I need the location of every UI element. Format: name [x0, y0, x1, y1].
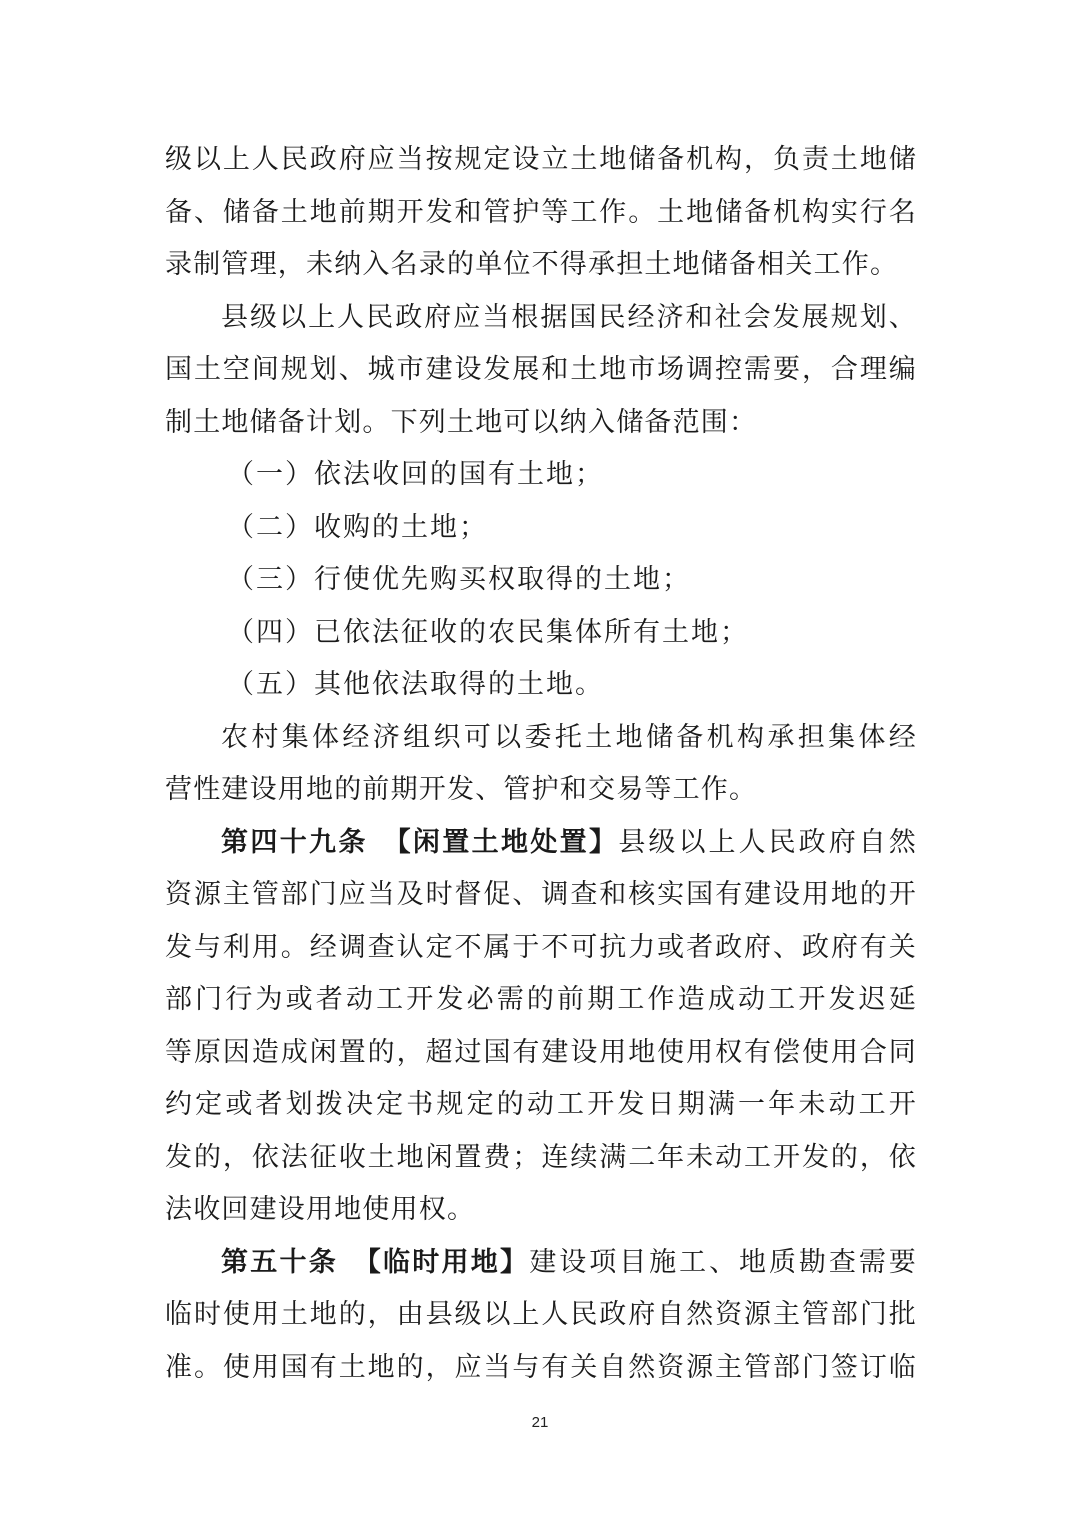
text-span: 建设项目施工、地质勘查需要 — [529, 1246, 918, 1278]
article-heading: 第四十九条 【闲置土地处置】 — [221, 826, 619, 858]
text-line: 级以上人民政府应当按规定设立土地储备机构，负责土地储 — [165, 144, 917, 175]
text-line: 约定或者划拨决定书规定的动工开发日期满一年未动工开 — [165, 1089, 917, 1120]
list-item: （五）其他依法取得的土地。 — [227, 669, 604, 700]
text-line: 资源主管部门应当及时督促、调查和核实国有建设用地的开 — [165, 879, 917, 910]
text-line: 发与利用。经调查认定不属于不可抗力或者政府、政府有关 — [165, 931, 917, 963]
text-line: 准。使用国有土地的，应当与有关自然资源主管部门签订临 — [165, 1351, 917, 1383]
text-line: 备、储备土地前期开发和管护等工作。土地储备机构实行名 — [165, 196, 917, 228]
list-item: （四）已依法征收的农民集体所有土地； — [227, 616, 749, 648]
text-line: 部门行为或者动工开发必需的前期工作造成动工开发迟延 — [165, 984, 917, 1015]
article-50 — [165, 1237, 917, 1395]
paragraph-land-reserve-institution — [165, 134, 917, 292]
paragraph-collective-organization — [165, 712, 917, 817]
text-line: 法收回建设用地使用权。 — [165, 1194, 476, 1225]
text-line: 录制管理，未纳入名录的单位不得承担土地储备相关工作。 — [165, 249, 899, 280]
article-heading: 第五十条 【临时用地】 — [221, 1246, 530, 1278]
text-line: 农村集体经济组织可以委托土地储备机构承担集体经 — [221, 721, 917, 753]
text-line — [165, 817, 917, 870]
text-line: 国土空间规划、城市建设发展和土地市场调控需要，合理编 — [165, 354, 917, 385]
document-body — [165, 134, 917, 1394]
text-line: 等原因造成闲置的，超过国有建设用地使用权有偿使用合同 — [165, 1036, 917, 1068]
text-span: 县级以上人民政府自然 — [618, 826, 918, 858]
text-line: 营性建设用地的前期开发、管护和交易等工作。 — [165, 774, 758, 805]
list-item: （二）收购的土地； — [227, 511, 488, 543]
text-line: 临时使用土地的，由县级以上人民政府自然资源主管部门批 — [165, 1299, 917, 1330]
text-line: 发的，依法征收土地闲置费；连续满二年未动工开发的，依 — [165, 1141, 917, 1173]
text-line — [165, 1237, 917, 1290]
page-number: 21 — [531, 1414, 549, 1431]
list-item: （三）行使优先购买权取得的土地； — [227, 564, 691, 595]
paragraph-land-reserve-plan — [165, 292, 917, 450]
text-line: 制土地储备计划。下列土地可以纳入储备范围： — [165, 406, 758, 438]
article-49 — [165, 817, 917, 1237]
text-line: 县级以上人民政府应当根据国民经济和社会发展规划、 — [221, 301, 917, 333]
list-item: （一）依法收回的国有土地； — [227, 459, 604, 490]
